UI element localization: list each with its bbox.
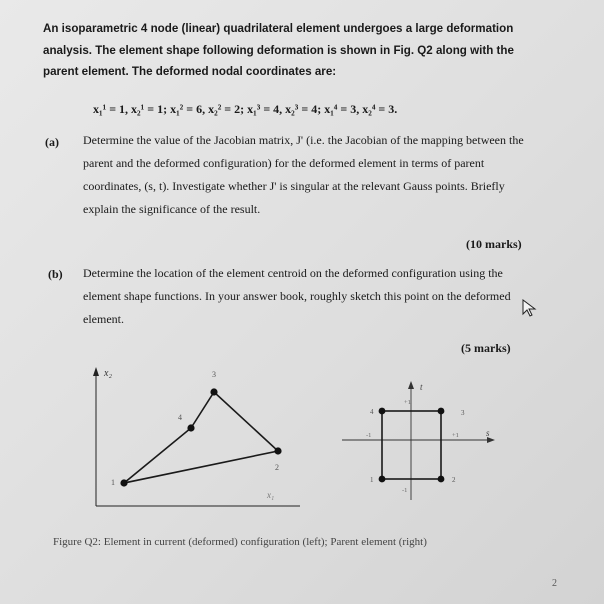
tick-t-minus: -1	[402, 487, 408, 494]
page-number: 2	[552, 578, 557, 589]
deformed-node-4	[187, 424, 194, 431]
tick-s-minus: -1	[366, 432, 372, 439]
tick-t-plus: +1	[404, 399, 411, 406]
t-axis-arrow-icon	[408, 381, 414, 389]
parent-node-2	[438, 476, 445, 483]
parent-node-1-label: 1	[370, 476, 374, 484]
deformed-node-2-label: 2	[275, 463, 279, 472]
deformed-element-figure	[93, 367, 300, 506]
question-b-marks: (5 marks)	[461, 341, 511, 355]
question-b-text: Determine the location of the element centroid on the deformed configuration using the element shape functions. In your answer book, roughly sketch this point on the deformed element.	[83, 266, 511, 326]
parent-node-4-label: 4	[370, 408, 374, 416]
deformed-element-outline	[124, 392, 278, 483]
question-a-label: (a)	[45, 135, 59, 149]
parent-node-3	[438, 408, 445, 415]
t-axis-label: t	[420, 382, 423, 392]
x2-axis-label: x₂	[104, 368, 112, 379]
question-b-label: (b)	[48, 267, 63, 281]
parent-element-square	[382, 411, 441, 479]
deformed-node-4-label: 4	[178, 413, 182, 422]
deformed-node-3-label: 3	[212, 370, 216, 379]
s-axis-label: s	[486, 428, 490, 438]
nodal-coordinates: x₁¹ = 1, x₂¹ = 1; x₁² = 6, x₂² = 2; x₁³ = 4, x₂³ = 4; x₁⁴ = 3, x₂⁴ = 3.	[93, 102, 398, 116]
deformed-node-2	[274, 447, 281, 454]
parent-element-figure	[342, 381, 495, 500]
tick-s-plus: +1	[452, 432, 459, 439]
parent-node-1	[379, 476, 386, 483]
parent-node-3-label: 3	[461, 409, 465, 417]
deformed-node-1-label: 1	[111, 478, 115, 487]
figure-caption: Figure Q2: Element in current (deformed) configuration (left); Parent element (right)	[53, 536, 427, 548]
deformed-node-3	[210, 388, 217, 395]
question-a-text: Determine the value of the Jacobian matrix, J' (i.e. the Jacobian of the mapping between the parent and the deformed configuration) for the deformed element in terms of parent coordinates, (s, t). Investigate whether J' is singular at the relevant Gauss points. Briefly explain the significance of the result.	[83, 133, 524, 216]
parent-node-2-label: 2	[452, 476, 456, 484]
x2-axis-arrow-icon	[93, 367, 99, 376]
mouse-cursor-icon	[521, 298, 539, 318]
deformed-node-1	[120, 479, 127, 486]
x1-axis-label: x₁	[267, 490, 275, 500]
parent-node-4	[379, 408, 386, 415]
question-a-marks: (10 marks)	[466, 237, 522, 251]
problem-intro: An isoparametric 4 node (linear) quadrilateral element undergoes a large deformation analysis. The element shape following deformation is shown in Fig. Q2 along with the parent element. The deformed nodal coordinates are:	[43, 22, 514, 78]
